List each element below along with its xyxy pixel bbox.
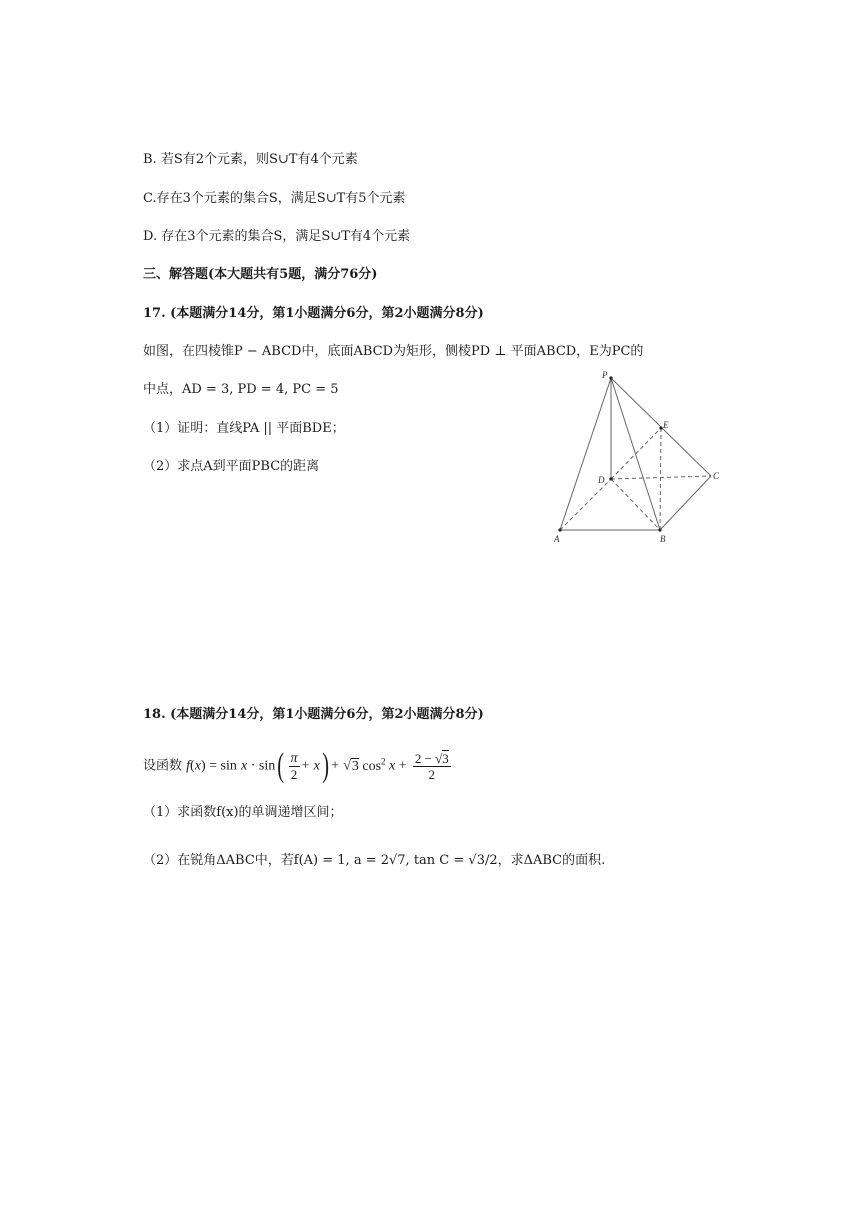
option-b <box>143 151 358 169</box>
label-e: E <box>663 420 669 430</box>
option-c-text: C.存在3个元素的集合S，满足S∪T有5个元素 <box>143 191 406 206</box>
q18-part2: （2）在锐角ΔABC中，若f(A) = 1, a = 2√7, tan C = √3/2，求ΔABC的面积. <box>143 853 606 868</box>
option-d-text: D. 存在3个元素的集合S，满足S∪T有4个元素 <box>143 229 411 244</box>
q17-stem-line2: 中点，AD = 3, PD = 4, PC = 5 <box>143 382 339 397</box>
label-b: B <box>660 534 666 544</box>
edge-ad <box>560 479 611 530</box>
q18-part1: （1）求函数f(x)的单调递增区间； <box>143 805 343 820</box>
option-c <box>143 190 406 208</box>
edge-bc <box>660 476 711 530</box>
q17-stem-line1: 如图，在四棱锥P − ABCD中，底面ABCD为矩形，侧棱PD ⊥ 平面ABCD，E为PC的 <box>143 344 644 359</box>
edge-eb <box>660 428 661 530</box>
pyramid-figure <box>548 366 728 548</box>
option-b-text: B. 若S有2个元素，则S∪T有4个元素 <box>143 152 358 167</box>
edge-de <box>611 428 661 479</box>
label-c: C <box>713 471 720 481</box>
q18-definition: 设函数 f(x) = sin x · sin( $\frac{\pi}{2}$ + x) + √3 $\cos^2 x$ + $\frac{2 - √3}{2}$ <box>143 747 449 785</box>
option-d <box>143 228 410 246</box>
q17-part2: （2）求点A到平面PBC的距离 <box>143 459 320 474</box>
q18-header: 18. (本题满分14分，第1小题满分6分，第2小题满分8分) <box>143 707 484 722</box>
q17-header: 17. (本题满分14分，第1小题满分6分，第2小题满分8分) <box>143 306 484 321</box>
label-d: D <box>598 475 605 485</box>
q18-def-prefix: 设函数 <box>143 758 183 774</box>
label-p: P <box>602 370 608 380</box>
label-a: A <box>554 534 560 544</box>
edge-db <box>611 479 660 530</box>
edge-pa <box>560 378 611 530</box>
q17-part1: （1）证明：直线PA || 平面BDE； <box>143 421 345 436</box>
section-title: 三、解答题(本大题共有5题，满分76分) <box>143 267 378 282</box>
